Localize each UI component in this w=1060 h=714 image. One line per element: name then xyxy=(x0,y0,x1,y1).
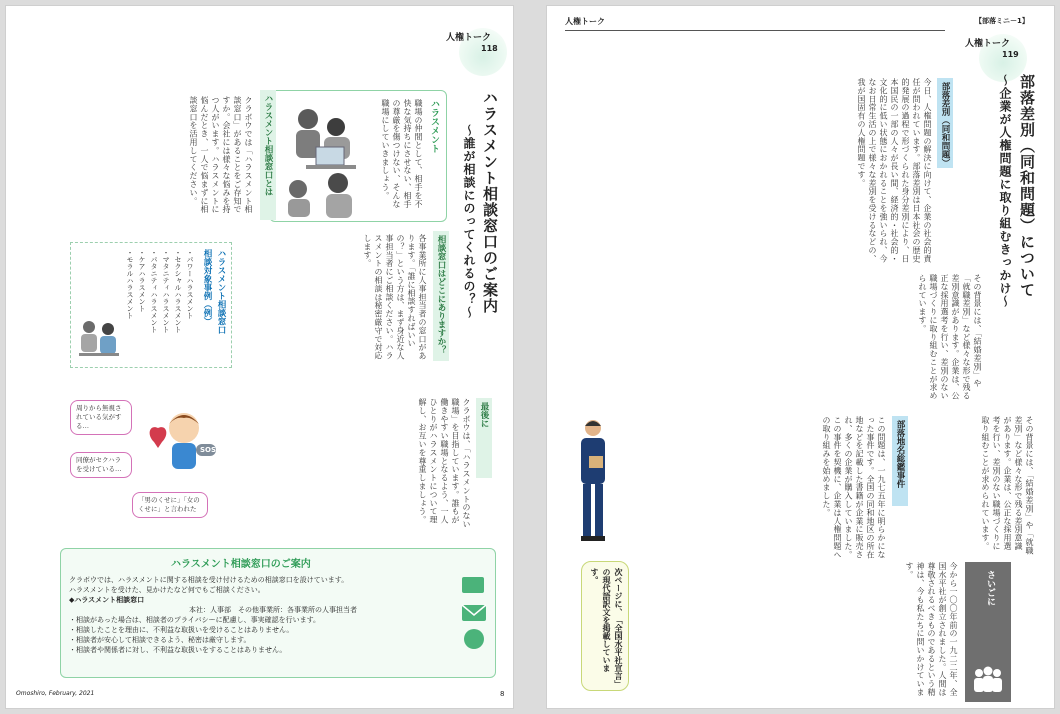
series-number: 119 xyxy=(1002,50,1019,59)
types-item: ・マタニティハラスメント xyxy=(162,249,170,333)
guide-line: ・相談者や関係者に対し、不利益な取扱いをすることはありません。 xyxy=(69,646,287,654)
col3-heading: 最後に xyxy=(476,398,492,478)
sec3-text: この問題は、一九七五年に明らかになった事件です。全国の同和地区の所在地などを記載した書籍が企業に販売され、多くの企業が購入していました。この事件を契機に、企業は人権問題への取り組みを始めました。 xyxy=(822,416,886,559)
header-right: 【部落ミニ－1】 xyxy=(975,17,1029,25)
guide-line: ハラスメントを受けた、見かけたなど何でもご相談ください。 xyxy=(69,586,265,594)
types-box xyxy=(70,242,232,368)
guide-line: ・相談者が安心して相談できるよう、秘密は厳守します。 xyxy=(69,636,251,644)
col3-text: クラボウは、「ハラスメントのない職場」を目指しています。誰もが働きやすい職場となるよう、一人ひとりがハラスメントについて理解し、お互いを尊重しましょう。 xyxy=(418,398,471,529)
sos-label: SOS xyxy=(200,446,217,454)
sec4-text: 今から一〇〇年前の一九二二年、全国水平社が創立されました。人間は尊敬されるべきものであるという精神は、今も私たちに問いかけています。 xyxy=(905,562,958,697)
guide-line: ◆ハラスメント相談窓口 xyxy=(69,596,145,604)
left-page xyxy=(5,5,514,709)
guide-lines xyxy=(69,575,449,655)
types-item: ・セクシャルハラスメント xyxy=(174,249,182,333)
sec2-heading: 部落地名総鑑事件 xyxy=(892,416,908,506)
sidebar-text: クラボウでは「ハラスメント相談窓口」があることをご存知ですか。会社には様々な悩みを持つ人がいます。ハラスメントに悩んだとき、一人で悩まずに相談窓口を活用してください。 xyxy=(189,96,253,214)
next-page-note xyxy=(581,561,629,691)
speech-bubble: 同僚がセクハラを受けている… xyxy=(70,452,132,478)
page-subtitle: ～誰が相談にのってくれるの？～ xyxy=(462,124,476,319)
types-item: ・モラルハラスメント xyxy=(126,249,134,319)
next-page-note-text: 次ページに、「全国水平社宣言」の現代語訳文を掲載しています。 xyxy=(590,568,623,684)
page-subtitle: ～企業が人権問題に取り組むきっかけ～ xyxy=(998,74,1012,308)
footer-page-number: 8 xyxy=(500,690,505,698)
kid-illustration xyxy=(144,406,224,482)
sec1-text: 今日、人権問題の解決に向けて、企業の社会的責任が問われています。部落差別は日本社会の歴史的発展の過程で形づくられた身分差別により、日本国民の一部の人々が長い間、経済的・社会的・文化的に低い状態におかれることを強いられ、今なお日常生活の上で様々な差別を受けるなどの、我が国固有の人権問題です。 xyxy=(857,78,932,263)
types-item: ・ケアハラスメント xyxy=(138,249,146,312)
series-label: 人権トーク xyxy=(965,39,1011,49)
header-rule xyxy=(565,30,945,31)
series-number: 118 xyxy=(481,44,498,53)
guide-line: ・相談したことを理由に、不利益な取扱いを受けることはありません。 xyxy=(69,626,294,634)
people-icon xyxy=(971,664,1005,696)
types-box-heading2: 相談対象事例（例） xyxy=(202,249,212,326)
guide-title: ハラスメント相談窓口のご案内 xyxy=(171,559,311,570)
guide-line: クラボウでは、ハラスメントに関する相談を受け付けるための相談窓口を設けています。 xyxy=(69,576,349,584)
series-label: 人権トーク xyxy=(446,33,492,43)
guide-line: ・相談があった場合は、相談者のプライバシーに配慮し、事実確認を行います。 xyxy=(69,616,321,624)
office-illustration xyxy=(276,97,368,219)
speaker-illustration xyxy=(571,418,615,544)
col2-text: 各事業所に人事担当者の窓口があります。「誰に相談すればいいの？」という方は、まず身近な人事担当者にご相談ください。ハラスメントの相談は秘密厳守で対応します。 xyxy=(363,234,427,360)
right-page xyxy=(546,5,1055,709)
types-box-heading: ハラスメント相談窓口 xyxy=(216,249,226,334)
sec4-heading-block xyxy=(965,562,1011,702)
guide-line: 本社：人事部 その他事業所：各事業所の人事担当者 xyxy=(189,606,357,614)
page-title: ハラスメント相談窓口のご案内 xyxy=(481,90,499,314)
footer-left: Omoshiro, February, 2021 xyxy=(16,690,95,697)
harassment-box xyxy=(269,90,447,222)
page-title: 部落差別（同和問題）について xyxy=(1018,74,1036,298)
speech-bubble: 周りから無視されている気がする… xyxy=(70,400,132,435)
consult-illustration xyxy=(75,315,121,361)
harassment-box-text: 職場の仲間として、相手を不快な気持ちにさせない、相手の尊厳を傷つけない、そんな職場にしていきましょう。 xyxy=(381,99,423,209)
sec2-text-continued: その背景には、「結婚差別」や「就職差別」など様々な形で残る差別意識があります。企業は、公正な採用選考を行い、差別のない職場づくりに取り組むことが求められています。 xyxy=(981,416,1034,555)
speech-bubble: 「男のくせに」「女のくせに」と言われた xyxy=(132,492,208,518)
harassment-box-heading: ハラスメント xyxy=(429,99,439,153)
types-item: ・パタニティハラスメント xyxy=(150,249,158,333)
sec1-heading: 部落差別（同和問題） xyxy=(937,78,953,168)
sec2-text: その背景には、「結婚差別」や「就職差別」など様々な形で残る差別意識があります。企業は、公正な採用選考を行い、差別のない職場づくりに取り組むことが求められています。 xyxy=(918,274,982,400)
col2-heading: 相談窓口はどこにありますか？ xyxy=(433,231,449,361)
types-item: ・パワーハラスメント xyxy=(186,249,194,319)
header-left: 人権トーク xyxy=(565,17,605,26)
guide-box xyxy=(60,548,496,678)
sidebar-heading: ハラスメント相談窓口とは xyxy=(260,90,276,220)
sec4-heading: さいごに xyxy=(985,570,995,606)
contact-icons xyxy=(459,575,489,653)
